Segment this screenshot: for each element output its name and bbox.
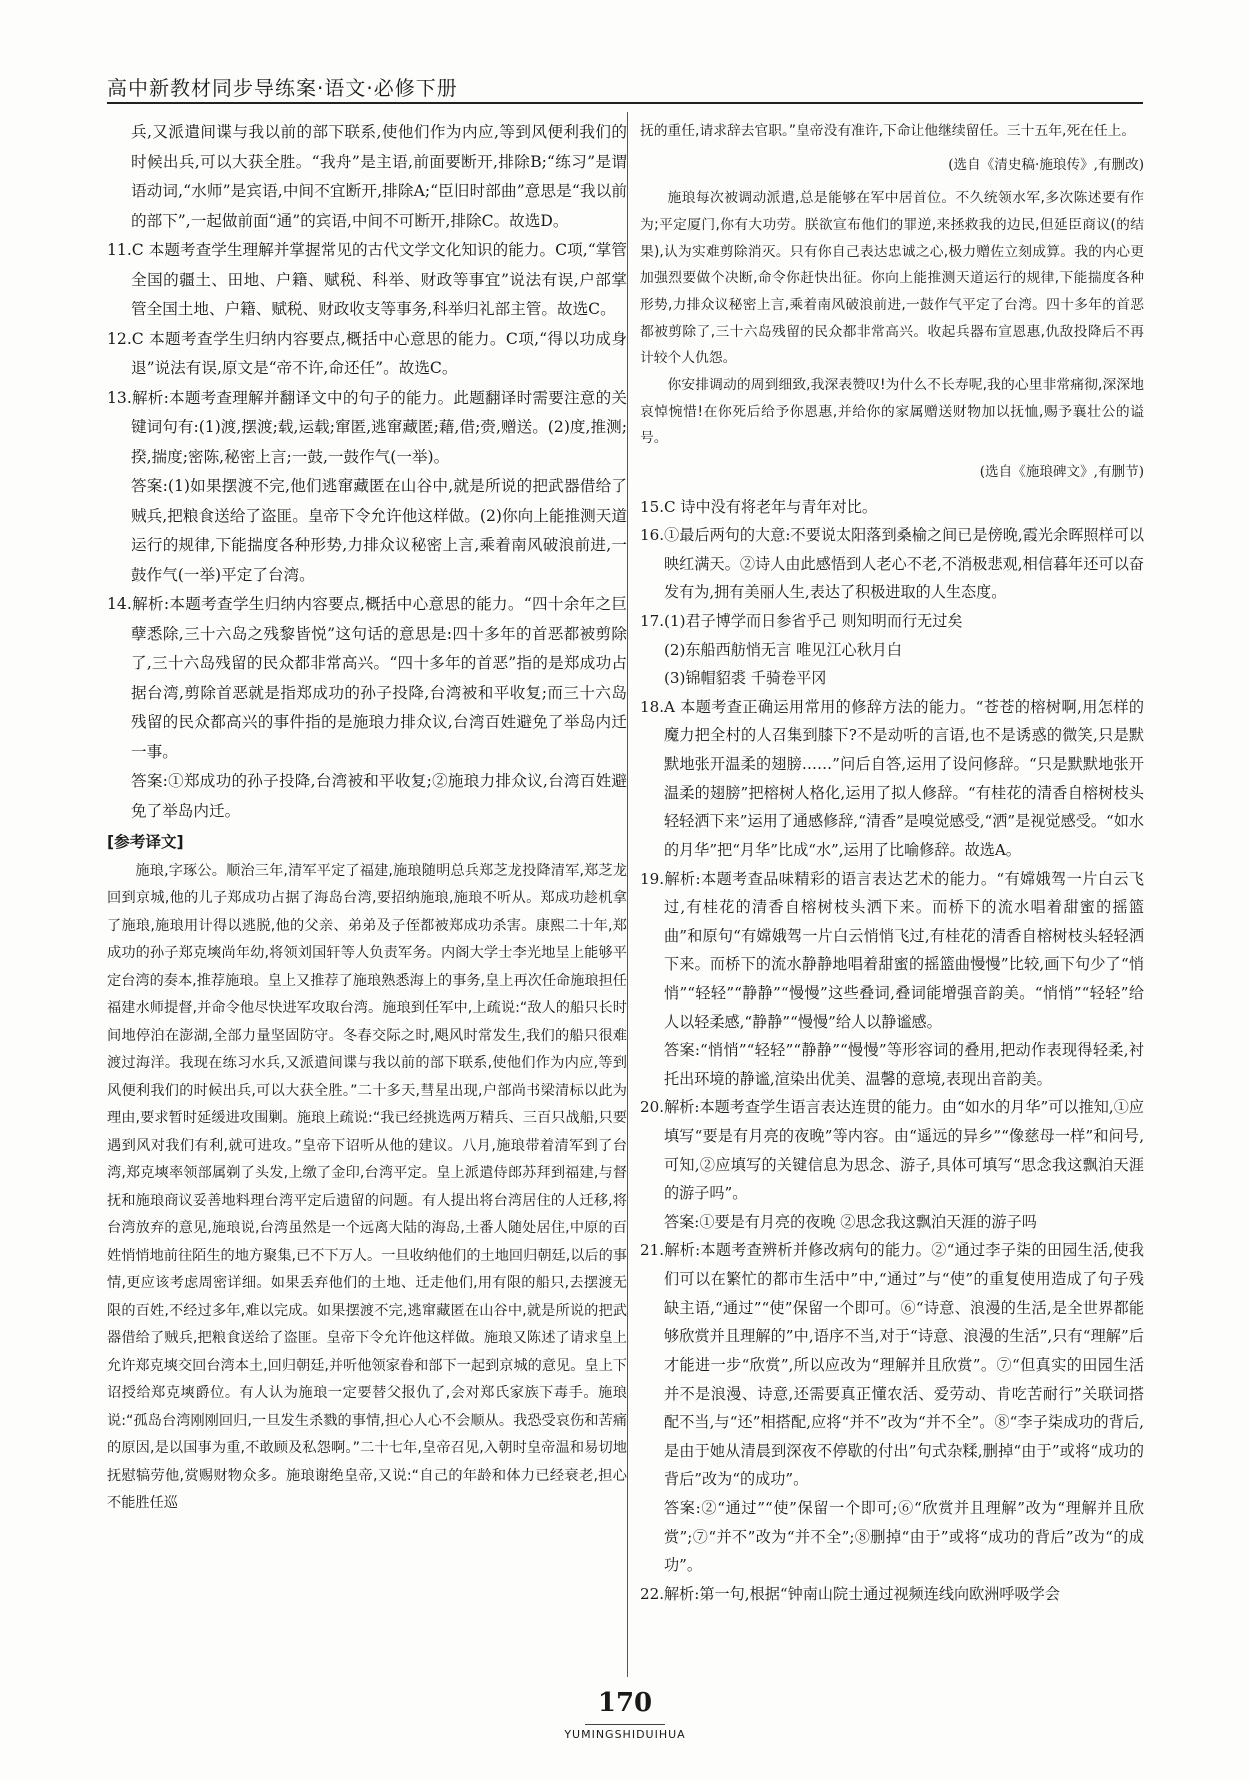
answer-12: 12.C 本题考查学生归纳内容要点,概括中心意思的能力。C项,“得以功成身退”说法有误,原文是“帝不许,命还任”。故选C。	[107, 329, 627, 377]
answer-20-key: 答案:①要是有月亮的夜晚 ②思念我这飘泊天涯的游子吗	[664, 1212, 1037, 1231]
answer-16: 16.①最后两句的大意:不要说太阳落到桑榆之间已是傍晚,霞光余晖照样可以映红满天。②诗人由此感悟到人老心不老,不消极悲观,相信暮年还可以奋发有为,拥有美丽人生,表达了积极进取的人生态度。	[640, 526, 1144, 602]
answer-13-key: 答案:(1)如果摆渡不完,他们逃窜藏匿在山谷中,就是所说的把武器借给了贼兵,把粮食送给了盗匪。皇帝下令允许他这样做。(2)你向上能推测天道运行的规律,下能揣度各种形势,力排众议秘密上言,乘着南风破浪前进,一鼓作气(一举)平定了台湾。	[131, 477, 627, 584]
answer-14-analysis: 14.解析:本题考查学生归纳内容要点,概括中心意思的能力。“四十余年之巨孽悉除,三十六岛之残黎皆悦”这句话的意思是:四十多年的首恶都被剪除了,三十六岛残留的民众都非常高兴。“四十多年的首恶”指的是郑成功占据台湾,剪除首恶就是指郑成功的孙子投降,台湾被和平收复;而三十六岛残留的民众都高兴的事件指的是施琅力排众议,台湾百姓避免了举岛内迁一事。	[107, 595, 627, 761]
answer-20-analysis: 20.解析:本题考查学生语言表达连贯的能力。由“如水的月华”可以推知,①应填写“要是有月亮的夜晚”等内容。由“遥远的异乡”“像慈母一样”和问号,可知,②应填写的关键信息为思念、游子,具体可填写“思念我这飘泊天涯的游子吗”。	[640, 1098, 1144, 1203]
right-column	[640, 118, 1144, 1608]
translation-tail: 抚的重任,请求辞去官职。”皇帝没有准许,下命让他继续留任。三十五年,死在任上。	[640, 123, 1136, 139]
footer-rule	[585, 1724, 665, 1725]
answer-11: 11.C 本题考查学生理解并掌握常见的古代文学文化知识的能力。C项,“掌管全国的疆土、田地、户籍、赋税、科举、财政等事宜”说法有误,户部掌管全国土地、户籍、赋税、财政收支等事务,科举归礼部主管。故选C。	[107, 241, 627, 318]
answer-19-key: 答案:“悄悄”“轻轻”“静静”“慢慢”等形容词的叠用,把动作表现得轻柔,衬托出环境的静谧,渲染出优美、温馨的意境,表现出音韵美。	[664, 1041, 1144, 1088]
header-rule	[107, 102, 1143, 104]
answer-17-3: (3)锦帽貂裘 千骑卷平冈	[664, 669, 827, 688]
reference-translation-label: [参考译文]	[107, 833, 184, 851]
translation-3: 你安排调动的周到细致,我深表赞叹!为什么不长寿呢,我的心里非常痛彻,深深地哀悼惋惜!在你死后给予你恩惠,并给你的家属赠送财物加以抚恤,赐予襄壮公的谥号。	[640, 376, 1144, 447]
answer-22-analysis: 22.解析:第一句,根据“钟南山院士通过视频连线向欧洲呼吸学会	[640, 1584, 1060, 1603]
page-number: 170	[597, 1688, 653, 1718]
left-column	[107, 118, 627, 1518]
answer-17-2: (2)东船西舫悄无言 唯见江心秋月白	[664, 640, 902, 659]
answer-21-analysis: 21.解析:本题考查辨析并修改病句的能力。②“通过李子柒的田园生活,使我们可以在繁忙的都市生活中”中,“通过”与“使”的重复使用造成了句子残缺主语,“通过”“使”保留一个即可。⑥“诗意、浪漫的生活,是全世界都能够欣赏并且理解的”中,语序不当,对于“诗意、浪漫的生活”,只有“理解”后才能进一步“欣赏”,所以应改为“理解并且欣赏”。⑦“但真实的田园生活并不是浪漫、诗意,还需要真正懂农活、爱劳动、肯吃苦耐行”关联词搭配不当,与“还”相搭配,应将“并不”改为“并不全”。⑧“李子柒成功的背后,是由于她从清晨到深夜不停歇的付出”句式杂糅,删掉“由于”或将“成功的背后”改为“的成功”。	[640, 1241, 1144, 1489]
answer-18: 18.A 本题考查正确运用常用的修辞方法的能力。“苍苍的榕树啊,用怎样的魔力把全村的人召集到膝下?不是动听的言语,也不是诱惑的微笑,只是默默地张开温柔的翅膀……”问后自答,运用了设问修辞。“只是默默地张开温柔的翅膀”把榕树人格化,运用了拟人修辞。“有桂花的清香自榕树枝头轻轻洒下来”运用了通感修辞,“清香”是嗅觉感受,“洒”是视觉感受。“如水的月华”把“月华”比成“水”,运用了比喻修辞。故选A。	[640, 697, 1144, 859]
translation-2: 施琅每次被调动派遣,总是能够在军中居首位。不久统领水军,多次陈述要有作为;平定厦门,你有大功劳。朕欲宣布他们的罪逆,来拯救我的边民,但延臣商议(的结果),认为实难剪除消灭。只有你自己表达忠诚之心,极力赠佐立刻成算。我的内心更加强烈要做个决断,命令你赶快出征。你向上能推测天道运行的规律,下能揣度各种形势,力排众议秘密上言,乘着南风破浪前进,一鼓作气平定了台湾。四十多年的首恶都被剪除了,三十六岛残留的民众都非常高兴。收起兵器布宣恩惠,仇敌投降后不再计较个人仇怨。	[640, 190, 1144, 367]
answer-14-key: 答案:①郑成功的孙子投降,台湾被和平收复;②施琅力排众议,台湾百姓避免了举岛内迁。	[131, 772, 627, 820]
running-header: 高中新教材同步导练案·语文·必修下册	[107, 76, 458, 100]
answer-21-key: 答案:②“通过”“使”保留一个即可;⑥“欣赏并且理解”改为“理解并且欣赏”;⑦“并不”改为“并不全”;⑧删掉“由于”或将“成功的背后”改为“的成功”。	[664, 1498, 1144, 1575]
answer-para: 兵,又派遣间谍与我以前的部下联系,使他们作为内应,等到风便利我们的时候出兵,可以大获全胜。“我舟”是主语,前面要断开,排除B;“练习”是谓语动词,“水师”是宾语,中间不宜断开,排除A;“臣旧时部曲”意思是“我以前的部下”,一起做前面“通”的宾语,中间不可断开,排除C。故选D。	[131, 123, 627, 230]
answer-19-analysis: 19.解析:本题考查品味精彩的语言表达艺术的能力。“有嫦娥驾一片白云飞过,有桂花的清香自榕树枝头洒下来。而桥下的流水唱着甜蜜的摇篮曲”和原句“有嫦娥驾一片白云悄悄飞过,有桂花的清香自榕树枝头轻轻洒下来。而桥下的流水静静地唱着甜蜜的摇篮曲慢慢”比较,画下句少了“悄悄”“轻轻”“静静”“慢慢”这些叠词,叠词能增强音韵美。“悄悄”“轻轻”给人以轻柔感,“静静”“慢慢”给人以静谧感。	[640, 869, 1144, 1031]
source-citation-1: (选自《清史稿·施琅传》,有删改)	[948, 156, 1144, 173]
answer-17: 17.(1)君子博学而日参省乎己 则知明而行无过矣	[640, 612, 963, 631]
translation-text: 施琅,字琢公。顺治三年,清军平定了福建,施琅随明总兵郑芝龙投降清军,郑芝龙回到京城,他的儿子郑成功占据了海岛台湾,要招纳施琅,施琅不听从。郑成功趁机拿了施琅,施琅用计得以逃脱,他的父亲、弟弟及子侄都被郑成功杀害。康熙二十年,郑成功的孙子郑克塽尚年幼,将领刘国轩等人负责军务。内阁大学士李光地呈上能够平定台湾的奏本,推荐施琅。皇上又推荐了施琅熟悉海上的事务,皇上再次任命施琅担任福建水师提督,并命令他尽快进军攻取台湾。施琅到任军中,上疏说:“敌人的船只长时间地停泊在澎湖,全部力量坚固防守。冬春交际之时,飓风时常发生,我们的船只很难渡过海洋。我现在练习水兵,又派遣间谍与我以前的部下联系,使他们作为内应,等到风便利我们的时候出兵,可以大获全胜。”二十多天,彗星出现,户部尚书梁清标以此为理由,要求暂时延缓进攻围剿。施琅上疏说:“我已经挑选两万精兵、三百只战船,只要遇到风对我们有利,就可进攻。”皇帝下诏听从他的建议。八月,施琅带着清军到了台湾,郑克塽率领部属剃了头发,上缴了金印,台湾平定。皇上派遣侍郎苏拜到福建,与督抚和施琅商议妥善地料理台湾平定后遗留的问题。有人提出将台湾居住的人迁移,将台湾放弃的意见,施琅说,台湾虽然是一个远离大陆的海岛,土番人随处居住,中原的百姓悄悄地前往陌生的地方聚集,已不下万人。一旦收纳他们的土地回归朝廷,以后的事情,更应该考虑周密详细。如果丢弃他们的土地、迁走他们,用有限的船只,去摆渡无限的百姓,不经过多年,难以完成。如果摆渡不完,逃窜藏匿在山谷中,就是所说的把武器借给了贼兵,把粮食送给了盗匪。皇帝下令允许他这样做。施琅又陈述了请求皇上允许郑克塽交回台湾本土,回归朝廷,并听他领家眷和部下一起到京城的意见。皇上下诏授给郑克塽爵位。有人认为施琅一定要替父报仇了,会对郑氏家族下毒手。施琅说:“孤岛台湾刚刚回归,一旦发生杀戮的事情,担心人心不会顺从。我恐受哀伤和苦痛的原因,是以国事为重,不敢顾及私怨啊。”二十七年,皇帝召见,入朝时皇帝温和易切地抚慰犒劳他,赏赐财物众多。施琅谢绝皇帝,又说:“自己的年龄和体力已经衰老,担心不能胜任巡	[107, 862, 627, 1511]
column-divider	[627, 112, 628, 1677]
answer-13-analysis: 13.解析:本题考查理解并翻译文中的句子的能力。此题翻译时需要注意的关键词句有:(1)渡,摆渡;载,运载;窜匿,逃窜藏匿;藉,借;赍,赠送。(2)度,推测;揆,揣度;密陈,秘密上言;一鼓,一鼓作气(一举)。	[107, 388, 627, 466]
answer-15: 15.C 诗中没有将老年与青年对比。	[640, 497, 878, 516]
source-citation-2: (选自《施琅碑文》,有删节)	[979, 464, 1144, 480]
footer-brand: YUMINGSHIDUIHUA	[564, 1728, 686, 1741]
